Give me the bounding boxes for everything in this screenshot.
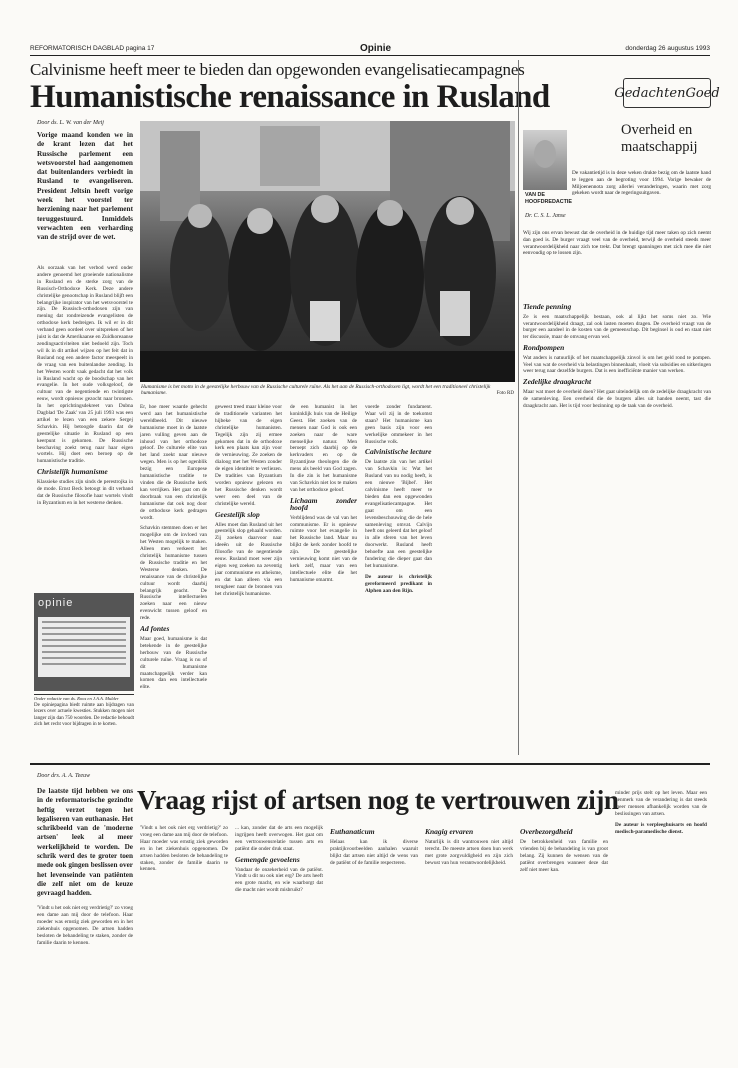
- opinie-logo-box: [34, 593, 134, 691]
- paper-name: REFORMATORISCH DAGBLAD pagina 17: [30, 45, 155, 52]
- article1-col5-text: voerde zonder fundament. Waar wil zij in de toekomst staan? Het humanisme kan geen basis zijn voor een werkelijke ommekeer in het Russische volk.: [365, 404, 432, 445]
- article2-col1-text-main: 'Vindt u het ook niet erg verdrietig?' zo vroeg een dame aan mij door de telefoon. Haar moeder was ernstig ziek geworden en in het ziekenhuis opgenomen. De artsen hadden besloten de behandeling te staken, zonder de familie daarin te kennen.: [140, 825, 228, 873]
- sidebar-subhead-3: Zedelijke draagkracht: [523, 377, 592, 387]
- column-rule: [518, 60, 519, 755]
- priests-photo: [140, 121, 515, 382]
- article1-col2-text-c: Maar goed, humanisme is dat betekende in de geestelijke herbouw van de Russische culturele ruïne. Vraag is nu of dit humanisme maatschappelijk verder kan komen dan een intellectuele elite.: [140, 636, 207, 691]
- section-title: Opinie: [360, 43, 392, 54]
- article1-col2-text: Er, hoe meer waarde gehecht werd aan het humanistische wereldbeeld. Dit nieuwe humanisme moet in de laatste jaren vulling geven aan de inhoud van het orthodoxe geloof. De culturele elite van het land zoekt naar nieuwe wegen. Men is op het ogenblik bezig een Europese humanistische traditie te vinden die de Russische kerk kan verrijken. Het gaat om de doorbraak van een christelijk humanisme dat ook nog door de orthodoxe kerk gedragen wordt.: [140, 404, 207, 521]
- article1-column-2: [140, 404, 207, 754]
- article1-col1-subhead: Christelijk humanisme: [37, 467, 108, 477]
- article2-col2-text-b: Vandaar de onzekerheid van de patiënt. Vindt u dit nu ook niet erg? De arts heeft een grote macht, en wie waarborgt dat die macht niet wordt misbruikt?: [235, 866, 323, 894]
- article2-col1-text: 'Vindt u het ook niet erg verdrietig?' zo vroeg een dame aan mij door de telefoon. Haar moeder was ernstig ziek geworden en in het ziekenhuis opgenomen. De artsen hadden besloten de behandeling te staken, zonder de familie daarin te kennen.: [37, 905, 133, 946]
- article2-col4-subhead: Knagig ervaren: [425, 827, 474, 836]
- article2-column-6: [615, 790, 707, 1045]
- priests-photo-graphic: [140, 121, 515, 382]
- article1-col1-text-b: Klassieke studies zijn sinds de perestrojka in de mode. Ernst Beck betoogt in dit verband dat de Russische filosofie haar wortels vindt in Byzantium en in het westerse denken.: [37, 479, 133, 506]
- photo-credit: Foto RD: [496, 390, 514, 396]
- article2-column-4: [425, 825, 513, 1045]
- page-header: [30, 42, 710, 56]
- article2-col2-subhead: Gemengde gevoelens: [235, 854, 300, 864]
- photo-caption: [141, 384, 514, 397]
- article2-col2-text: ... kan, zonder dat de arts een mogelijk ingrijpen heeft overwogen. Het gaat om een vertrouwensrelatie tussen arts en patiënt die onder druk staat.: [235, 825, 323, 852]
- article1-headline: Humanistische renaissance in Rusland: [30, 79, 550, 115]
- article2-col3-subhead: Euthanaticum: [330, 827, 375, 836]
- sidebar-para-2: Wat anders is natuurlijk of het maatschappelijk zinvol is om het geld rond te pompen. Veel van wat de overheid via belastingen binnenhaalt, vloeit via subsidies en uitkeringen weer terug naar dezelfde burgers. Dat is een inefficiënte manier van werken.: [523, 354, 711, 375]
- article2-byline: Door drs. A. A. Teeuw: [37, 773, 91, 779]
- sidebar-body: [523, 300, 711, 740]
- article1-col3-text: geweest treed maar kleine voor de traditionele varianten het hijbeke van de eigen christelijke humanisten. Tegelijk zijn zij ermee gekomen dat in de orthodoxe kerk een plaats kan zijn voor de vernieuwing. Ze zoeken de dialoog met het Westen zonder de eigen identiteit te verliezen. De tradities van Byzantium worden opnieuw gelezen en het Russische denken wordt weer een deel van de christelijke wereld.: [215, 404, 282, 507]
- sidebar-para-1: Ze is een maatschappelijk bestaan, ook al lijkt het soms niet zo. Wie verantwoordelijkheid draagt, zal ook lasten moeten dragen. De overheid vraagt van de burger een aandeel in de kosten van de gemeenschap. Dit beginsel is oud en staat niet ter discussie, maar de omvang ervan wel.: [523, 313, 711, 341]
- gedachtengoed-badge: [614, 78, 720, 108]
- article2-col3-text-b: Helaas kan ik diverse praktijkvoorbeelden aanhalen waaruit blijkt dat artsen niet altijd de wens van de patiënt of de familie respecteren.: [330, 838, 418, 866]
- article1-kicker: Calvinisme heeft meer te bieden dan opgewonden evangelisatiecampagnes: [30, 60, 525, 79]
- opinie-caption: Onder redactie van ds. Roos en J.A.A. Mulder: [34, 694, 134, 702]
- article2-column-3: [330, 825, 418, 1045]
- sidebar-para-3: Maar wat moet de overheid doen? Het gaat uiteindelijk om de zedelijke draagkracht van de samenleving. Een overheid die de burgers alles uit handen neemt, tast die draagkracht aan. Het is tijd voor bezinning op de taak van de overheid.: [523, 388, 711, 409]
- article2-col5-subhead: Overbezorgdheid: [520, 827, 573, 836]
- opinie-note: De opiniepagina biedt ruimte aan bijdragen van lezers over actuele kwesties. Stukken mogen niet langer zijn dan 750 woorden. De redactie behoudt zich het recht voor bijdragen in te korten.: [34, 703, 134, 728]
- article1-col2-subhead: Ad fontes: [140, 624, 170, 634]
- sidebar-column: [523, 60, 720, 750]
- article1-column-1: [37, 265, 133, 590]
- article2-headline: Vraag rijst of artsen nog te vertrouwen zijn: [137, 785, 619, 815]
- article1-col5-subhead: Calvinistische lecture: [365, 447, 432, 457]
- sidebar-label: VAN DE HOOFDREDACTIE: [525, 192, 573, 205]
- article2-author-note: De auteur is verpleeghuisarts en hoofd medisch-paramedische dienst.: [615, 821, 707, 835]
- article1-col4-subhead: Lichaam zonder hoofd: [290, 495, 357, 512]
- article2-col4-text: Naturlijk is dit wantrouwen niet altijd terecht. De meeste artsen doen hun werk met grote zorgvuldigheid en zijn zich bewust van hun verantwoordelijkheid.: [425, 838, 513, 866]
- sidebar-intro: Wij zijn ons ervan bewust dat de overheid in de huidige tijd meer taken op zich neemt dan goed is. De burger vraagt veel van de overheid, terwijl de overheid steeds meer verantwoordelijkheid naar zich toe trekt. Dat brengt spanningen met zich mee die niet eenvoudig op te lossen zijn.: [523, 230, 711, 257]
- sidebar-lead: De vakantietijd is in deze weken drukte bezig om de laatste hand te leggen aan de begroting voor 1994. Vorige bewaker de Miljoenennota zorg allerlei veranderingen, waarin met zorg gekeken wordt naar de regeringsuitgaven.: [572, 170, 711, 197]
- article1-col3-subhead: Geestelijk slop: [215, 509, 260, 519]
- article2-intro: De laatste tijd hebben we ons in de reformatorische gezindte heftig verzet tegen het legaliseren van euthanasie. Het schrikbeeld van de 'moderne artsen' leek al meer werkelijkheid te worden. De schrik werd des te groter toen mede ook gingen beslissen over het levenseinde van patiënten die zelf niet om de keuze gevraagd hadden.: [37, 787, 133, 898]
- article2-column-1b: [37, 905, 133, 1045]
- article1-column-3: [215, 404, 282, 754]
- sidebar-headline: Overheid en maatschappij: [621, 122, 698, 155]
- article1-col4-text-b: Verblijdend was de val van het communisme. Er is opnieuw ruimte voor het evangelie in het Russische land. Maar nu blijkt de kerk zonder hoofd te zijn. De geestelijke vernieuwing komt niet van de kerk zelf, maar van een intellectuele elite die het humanisme omarmt.: [290, 514, 357, 583]
- article1-byline: Door ds. L. W. van der Meij: [37, 120, 104, 126]
- article1-column-5: [365, 404, 432, 754]
- article1-col3-text-b: Alles moet dan Rusland uit het geestelijk slop gehaald worden. Zij zoeken daarvoor naar ideeën uit de Russische filosofie van de negentiende eeuw. Rusland moet weer zijn eigen weg zoeken na zeventig jaar communisme en atheïsme, en dat kan alleen via een terugkeer naar de bronnen van het christelijk humanisme.: [215, 521, 282, 597]
- article2-column-1: [140, 825, 228, 1045]
- section-divider: [30, 763, 710, 765]
- article2-column-2: [235, 825, 323, 1045]
- article1-column-4: [290, 404, 357, 754]
- article1-author-note: De auteur is christelijk gereformeerd predikant in Alphen aan den Rijn.: [365, 573, 432, 594]
- article1-col2-text-b: Schavkin stemmen doen er het mogelijke om de invloed van het Westen mogelijk te maken. Alleen men verkeert het christelijk humanisme tussen de Russische traditie en het Westerse denken. De renaissance van de christelijke cultuur wordt daarbij belangrijk geacht. De Russische intellectuelen zoeken naar een nieuw evenwicht tussen geloof en rede.: [140, 525, 207, 622]
- article2-column-5: [520, 825, 608, 1045]
- article2-col6-text: minder prijs stelt op het leven. Maar een kenmerk van de verandering is dat steeds meer mensen afhankelijk worden van de beslissingen van artsen.: [615, 790, 707, 817]
- article1-intro: Vorige maand konden we in de krant lezen dat het Russische parlement een wetsvoorstel had aangenomen dat buitenlanders verbiedt in Rusland te evangeliseren. President Jeltsin heeft vorige week het voorstel ter herziening naar het parlement teruggestuurd. Inmiddels verwachten een verharding van de strijd over de wet.: [37, 130, 133, 242]
- page-date: donderdag 26 augustus 1993: [625, 45, 710, 52]
- article1-col5-text-b: De laatste zin van het artikel van Schavkin is: Wat het Rusland van nu nodig heeft, is een nieuwe 'Bijbel'. Het calvinisme heeft meer te bieden dan een opgewonden evangelisatiecampagne. Het gaat om een levensbeschouwing die de hele samenleving omvat. Calvijn heeft ons geleerd dat het geloof in alle sferen van het leven doorwerkt. Rusland heeft behoefte aan een geestelijke fundering die dieper gaat dan het humanisme.: [365, 459, 432, 569]
- gedachtengoed-title: GedachtenGoed: [614, 85, 720, 101]
- article1-col1-text: Als oorzaak van het verbod werd onder andere genoemd het groeiende nationalisme in Rusland en de sterke zorg van de Russisch-Orthodoxe Kerk. Deze andere christelijke genootschap in Rusland blijft een belangrijke inspirator van het wetsvoorstel te zijn. De Russisch-orthodoxen zijn van mening dat rondreizende evangelisten de orthodoxe kerk bedreigen. Ik wil er in dit verband geen oordeel over uitspreken of het juist is dat de Amerikaanse en Zuidkoreaanse zendingsactiviteiten niet bedoeld zijn. Toch wil ik in dit artikel wijzen op het feit dat in Rusland nog een andere factor meespeelt in de vraag van een buitenlandse zending. In het Westen wordt vaak gedacht dat het volk in Rusland wacht op de boodschap van het evangelie. In het oude volksgeloof, de cultuur van de negentiende en twintigste eeuw, wordt opnieuw gezocht naar bronnen. In het oprichtingsdekreet van Dubna Dagblad 'De Zaak' van 25 juli 1993 was een artikel te lezen van een zekere Sergej Schavkin. Hij betoogde daarin dat de geestelijke situatie in Rusland op een keerpunt is gekomen. De Russische beschaving zoekt terug naar haar eigen wortels. Hij doet een beroep op de humanistische traditie.: [37, 265, 133, 465]
- opinie-inner-image: [38, 617, 130, 677]
- article1-col4-text: de een humanist in het koninklijk huis van de Heilige Geest. Het zoeken van de mensen naar God is ook een zoeken naar de ware menselijke natuur. Men beroept zich daarbij op de kerkvaders en op de Byzantijnse theologen die de mens als beeld van God zagen. In die zin is het humanisme van Schavkin niet los te maken van het orthodoxe geloof.: [290, 404, 357, 493]
- photo-caption-text: Humanisme is het motto in de geestelijke herbouw van de Russische culturele ruïne. Als het aan de Russisch-orthodoxen ligt, wordt het een traditioneel christelijk humanisme.: [141, 384, 491, 397]
- sidebar-subhead-1: Tiende penning: [523, 302, 572, 311]
- sidebar-subhead-2: Rondpompen: [523, 342, 565, 352]
- article2-col5-text: De betrokkenheid van familie en vrienden bij de behandeling is van groot belang. Zij kunnen de wensen van de patiënt overbrengen wanneer deze dat zelf niet meer kan.: [520, 838, 608, 873]
- opinie-title: opinie: [38, 597, 74, 609]
- author-portrait: [523, 130, 567, 190]
- sidebar-byline: Dr. C. S. L. Janse: [525, 213, 566, 219]
